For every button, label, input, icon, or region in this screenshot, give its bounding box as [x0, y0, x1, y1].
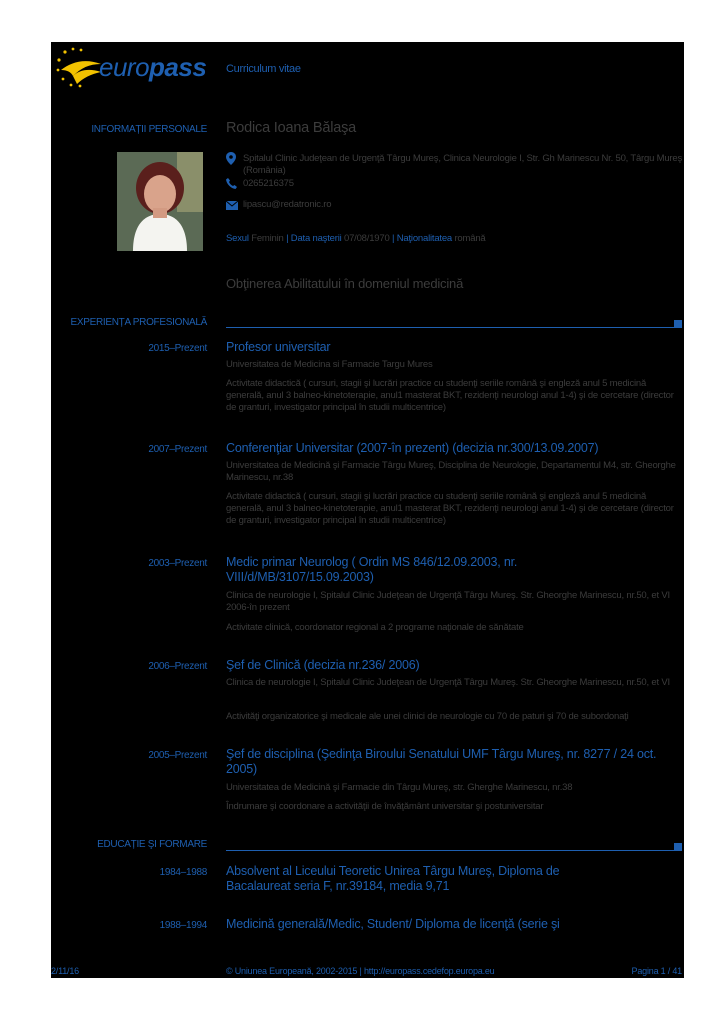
separator: |	[391, 233, 395, 244]
section-divider	[226, 850, 679, 851]
email-link[interactable]: lipascu@redatronic.ro	[243, 199, 332, 210]
logo-text-euro: euro	[99, 52, 150, 82]
education-title: Medicină generală/Medic, Student/ Diploma de licenţă (serie şi	[226, 917, 560, 931]
education-title: Absolvent al Liceului Teoretic Unirea Târgu Mureş, Diploma de Bacalaureat seria F, nr.39184, media 9,71	[226, 864, 560, 893]
birth-label: Data naşterii	[290, 233, 342, 244]
cv-page	[51, 42, 684, 978]
job-title: Conferenţiar Universitar (2007-în prezent) (decizia nr.300/13.09.2007)	[226, 441, 599, 455]
job-employer: Universitatea de Medicină şi Farmacie Târgu Mureş, Disciplina de Neurologie, Departamentul M4, str. Gheorghe Marinescu, nr.38	[226, 460, 676, 483]
footer-date: 2/11/16	[51, 966, 79, 976]
section-divider-marker	[674, 843, 682, 851]
job-dates: 2015–Prezent	[148, 343, 207, 354]
job-title: Şef de Clinică (decizia nr.236/ 2006)	[226, 658, 420, 672]
section-divider-marker	[674, 320, 682, 328]
job-description: Activitate clinică, coordonator regional a 2 programe naţionale de sănătate	[226, 622, 524, 633]
section-label-education: EDUCAȚIE ŞI FORMARE	[97, 839, 207, 850]
section-label-experience: EXPERIENȚA PROFESIONALĂ	[70, 317, 207, 328]
doc-title: Curriculum vitae	[226, 63, 301, 75]
job-employer: Clinica de neurologie I, Spitalul Clinic Judeţean de Urgenţă Târgu Mureş. Str. Gheorghe Marinescu, nr.50, et VI	[226, 677, 670, 688]
job-dates: 2003–Prezent	[148, 558, 207, 569]
separator: |	[286, 233, 289, 244]
objective-heading: Obţinerea Abilitatului în domeniul medicină	[226, 276, 464, 291]
europass-logo	[55, 46, 215, 92]
job-description: Activitate didactică ( cursuri, stagii şi lucrări practice cu studenţi seriile română şi engleză anul 5 medicină generală, anul 3 balneo-kinetoterapie, anul1 masterat BKT, rezidenţi neurologi anul 1-4) şi de cercetare (director de granturi, investigator principal în studii multicentrice)	[226, 491, 674, 526]
sex-label: Sexul	[226, 233, 249, 244]
nationality-label: Naţionalitatea	[396, 233, 453, 244]
person-name: Rodica Ioana Bălaşa	[226, 120, 357, 136]
education-dates: 1988–1994	[159, 920, 207, 931]
job-employer: Universitatea de Medicina si Farmacie Targu Mures	[226, 359, 433, 370]
job-dates: 2005–Prezent	[148, 750, 207, 761]
nationality-value: română	[454, 233, 486, 244]
education-dates: 1984–1988	[159, 867, 207, 878]
job-title: Şef de disciplina (Şedinţa Biroului Senatului UMF Târgu Mureş, nr. 8277 / 24 oct. 2005)	[226, 747, 657, 776]
location-pin-icon	[226, 152, 236, 165]
job-employer: Universitatea de Medicină şi Farmacie din Târgu Mureş, str. Gherghe Marinescu, nr.38	[226, 782, 573, 793]
profile-photo	[117, 152, 203, 251]
job-title: Profesor universitar	[226, 340, 331, 354]
job-description: Îndrumare şi coordonare a activităţii de învăţământ universitar şi postuniversitar	[226, 801, 544, 812]
section-label-personal: INFORMAȚII PERSONALE	[91, 124, 207, 135]
logo-text-pass: pass	[149, 52, 207, 82]
job-description: Activitate didactică ( cursuri, stagii şi lucrări practice cu studenţi seriile română şi engleză anul 5 medicină generală, anul 3 balneo-kinetoterapie, anul1 masterat BKT, rezidenţi neurologi anul 1-4) şi de cercetare (director de granturi, investigator principal în studii multicentrice)	[226, 378, 674, 413]
footer-page-number: Pagina 1 / 41	[631, 966, 682, 976]
phone-text: 0265216375	[243, 178, 294, 189]
job-title: Medic primar Neurolog ( Ordin MS 846/12.09.2003, nr. VIII/d/MB/3107/15.09.2003)	[226, 555, 518, 584]
phone-icon	[226, 178, 237, 189]
personal-details-line	[226, 233, 485, 244]
address-text: Spitalul Clinic Judeţean de Urgenţă Târgu Mureş, Clinica Neurologie I, Str. Gh Marinescu Nr. 50, Târgu Mureş (România)	[243, 153, 683, 176]
job-dates: 2007–Prezent	[148, 444, 207, 455]
section-divider	[226, 327, 679, 328]
email-icon	[226, 201, 238, 210]
footer-copyright[interactable]: © Uniunea Europeană, 2002-2015 | http://europass.cedefop.europa.eu	[226, 966, 495, 976]
sex-value: Feminin	[251, 233, 284, 244]
job-employer: Clinica de neurologie I, Spitalul Clinic Judeţean de Urgenţă Târgu Mureş. Str. Gheorghe Marinescu, nr.50, et VI 2006-în prezent	[226, 590, 670, 613]
birth-value: 07/08/1970	[343, 233, 390, 244]
job-description: Activităţi organizatorice şi medicale ale unei clinici de neurologie cu 70 de paturi şi 70 de subordonaţi	[226, 711, 629, 722]
job-dates: 2006–Prezent	[148, 661, 207, 672]
